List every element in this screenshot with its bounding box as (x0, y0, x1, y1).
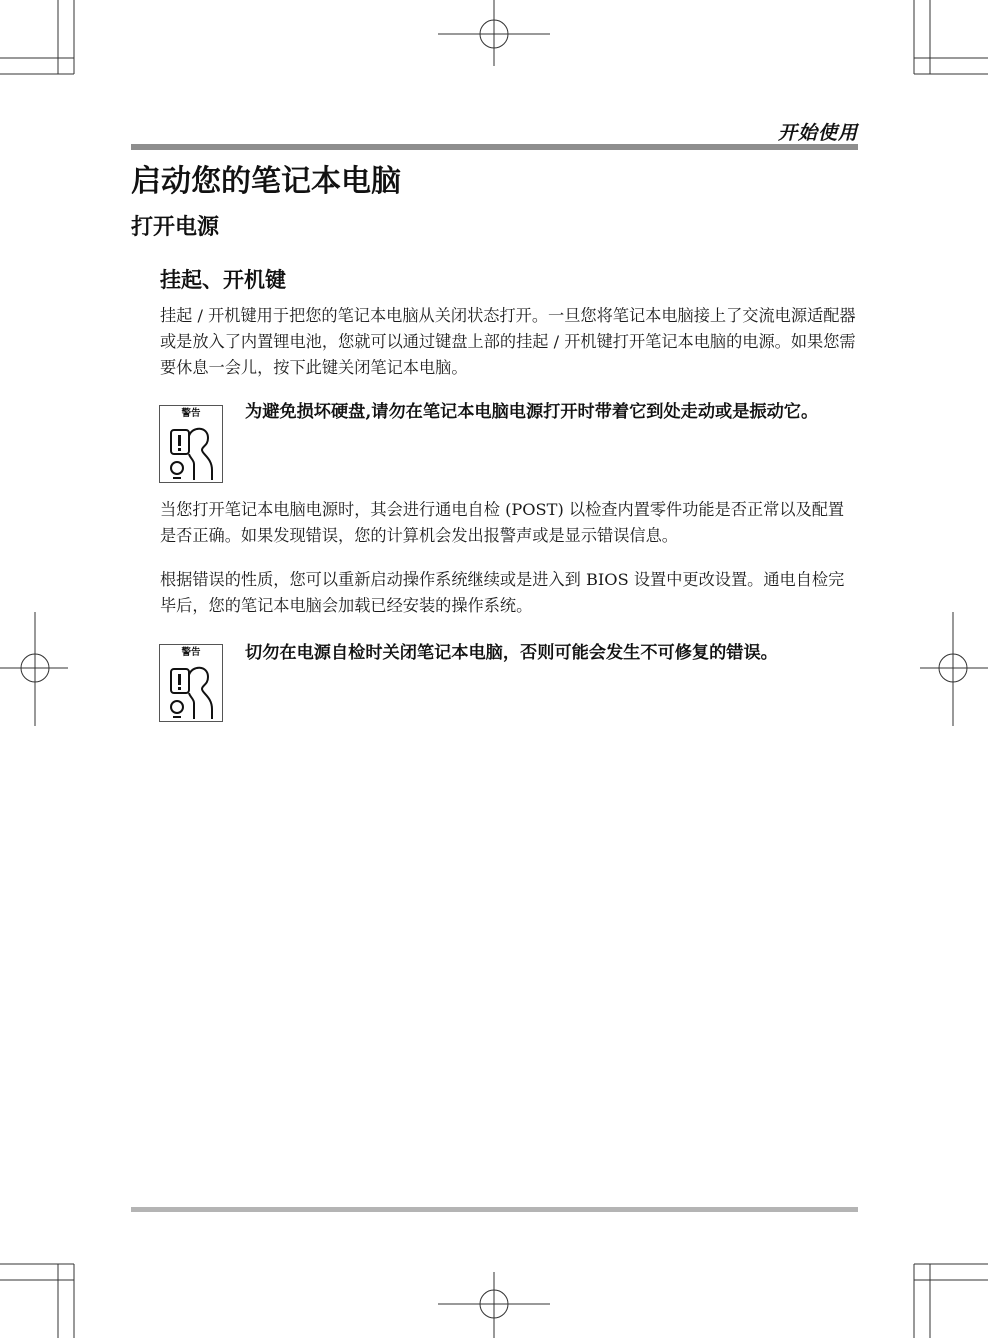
running-header-title: 开始使用 (777, 122, 858, 144)
warning-label: 警告 (181, 647, 201, 658)
warning-person-icon (168, 661, 216, 719)
warning-label: 警告 (181, 408, 201, 419)
page-title: 启动您的笔记本电脑 (131, 164, 401, 199)
header-rule (131, 144, 858, 150)
warning-text: 为避免损坏硬盘,请勿在笔记本电脑电源打开时带着它到处走动或是振动它。 (245, 402, 819, 422)
subsection-title: 挂起、开机键 (160, 268, 286, 292)
warning-box (159, 644, 223, 722)
footer-rule (131, 1207, 858, 1212)
paragraph-power-button: 挂起 / 开机键用于把您的笔记本电脑从关闭状态打开。一旦您将笔记本电脑接上了交流电源适配器或是放入了内置锂电池，您就可以通过键盘上部的挂起 / 开机键打开笔记本电脑的电源。如果您需要休息一会儿，按下此键关闭笔记本电脑。 (160, 306, 856, 377)
warning-text: 切勿在电源自检时关闭笔记本电脑，否则可能会发生不可修复的错误。 (245, 643, 778, 663)
section-title: 打开电源 (131, 215, 220, 240)
warning-box (159, 405, 223, 483)
warning-person-icon (168, 422, 216, 480)
paragraph-post: 当您打开笔记本电脑电源时，其会进行通电自检 (POST) 以检查内置零件功能是否正常以及配置是否正确。如果发现错误，您的计算机会发出报警声或是显示错误信息。 (160, 500, 845, 545)
paragraph-bios: 根据错误的性质，您可以重新启动操作系统继续或是进入到 BIOS 设置中更改设置。通电自检完毕后，您的笔记本电脑会加载已经安装的操作系统。 (160, 570, 845, 615)
